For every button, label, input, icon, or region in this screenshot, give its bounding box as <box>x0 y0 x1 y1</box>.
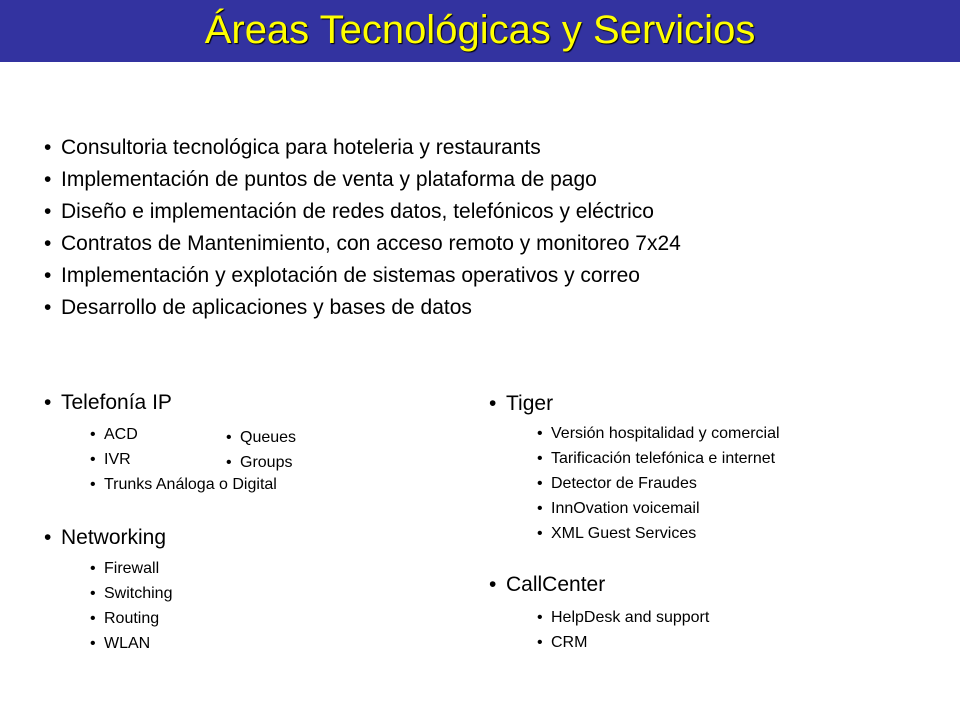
bullet-icon: • <box>44 264 52 287</box>
bullet-icon: • <box>537 425 543 442</box>
bullet-icon: • <box>226 429 232 446</box>
main-bullet-text: Desarrollo de aplicaciones y bases de datos <box>61 296 472 319</box>
list-item-text: Versión hospitalidad y comercial <box>551 425 780 442</box>
main-bullet <box>44 292 681 324</box>
bullet-icon: • <box>537 609 543 626</box>
list-item-text: Detector de Fraudes <box>551 475 697 492</box>
callcenter-title-text: CallCenter <box>506 573 606 596</box>
main-bullet-text: Diseño e implementación de redes datos, telefónicos y eléctrico <box>61 200 654 223</box>
bullet-icon: • <box>90 610 96 627</box>
bullet-icon: • <box>90 476 96 493</box>
list-item-text: InnOvation voicemail <box>551 500 700 517</box>
networking-section <box>44 524 166 552</box>
list-item <box>90 631 172 656</box>
list-item <box>537 446 780 471</box>
telefonia-extra-items <box>226 425 296 475</box>
list-item <box>226 450 296 475</box>
callcenter-section <box>489 571 605 599</box>
list-item-text: XML Guest Services <box>551 525 697 542</box>
bullet-icon: • <box>226 454 232 471</box>
main-bullet <box>44 164 681 196</box>
main-bullet-text: Contratos de Mantenimiento, con acceso remoto y monitoreo 7x24 <box>61 232 681 255</box>
bullet-icon: • <box>537 525 543 542</box>
list-item-text: HelpDesk and support <box>551 609 710 626</box>
main-bullet-text: Implementación y explotación de sistemas operativos y correo <box>61 264 640 287</box>
list-item-text: Routing <box>104 610 160 627</box>
list-item-text: Groups <box>240 454 293 471</box>
list-item-text: ACD <box>104 426 138 443</box>
list-item <box>537 521 780 546</box>
tiger-items <box>537 421 780 546</box>
telefonia-section <box>44 389 172 417</box>
bullet-icon: • <box>90 426 96 443</box>
list-item-text: Switching <box>104 585 173 602</box>
bullet-icon: • <box>44 232 52 255</box>
list-item <box>226 425 296 450</box>
list-item-text: Trunks Análoga o Digital <box>104 476 277 493</box>
bullet-icon: • <box>44 200 52 223</box>
bullet-icon: • <box>537 475 543 492</box>
list-item <box>90 556 172 581</box>
list-item-text: IVR <box>104 451 131 468</box>
bullet-icon: • <box>537 500 543 517</box>
bullet-icon: • <box>44 526 52 549</box>
bullet-icon: • <box>90 560 96 577</box>
tiger-section <box>489 390 553 418</box>
list-item <box>90 472 277 497</box>
list-item-text: Firewall <box>104 560 160 577</box>
list-item <box>537 471 780 496</box>
main-bullet <box>44 228 681 260</box>
list-item <box>90 606 172 631</box>
bullet-icon: • <box>489 573 497 596</box>
bullet-icon: • <box>90 451 96 468</box>
bullet-icon: • <box>537 450 543 467</box>
main-bullet-text: Consultoria tecnológica para hoteleria y restaurants <box>61 136 541 159</box>
list-item <box>90 581 172 606</box>
callcenter-items <box>537 605 709 655</box>
bullet-icon: • <box>44 296 52 319</box>
bullet-icon: • <box>44 391 52 414</box>
networking-items <box>90 556 172 656</box>
main-bullet <box>44 196 681 228</box>
main-bullet-list <box>44 132 681 324</box>
main-bullet-text: Implementación de puntos de venta y plataforma de pago <box>61 168 597 191</box>
bullet-icon: • <box>537 634 543 651</box>
callcenter-title <box>489 571 605 599</box>
tiger-title-text: Tiger <box>506 392 554 415</box>
list-item-text: CRM <box>551 634 588 651</box>
list-item <box>537 496 780 521</box>
list-item <box>537 421 780 446</box>
main-bullet <box>44 260 681 292</box>
bullet-icon: • <box>489 392 497 415</box>
list-item <box>537 605 709 630</box>
list-item-text: Queues <box>240 429 297 446</box>
bullet-icon: • <box>44 136 52 159</box>
list-item-text: Tarificación telefónica e internet <box>551 450 776 467</box>
networking-title <box>44 524 166 552</box>
bullet-icon: • <box>44 168 52 191</box>
list-item <box>537 630 709 655</box>
telefonia-title <box>44 389 172 417</box>
slide-title: Áreas Tecnológicas y Servicios <box>204 8 756 52</box>
list-item-text: WLAN <box>104 635 151 652</box>
bullet-icon: • <box>90 635 96 652</box>
main-bullet <box>44 132 681 164</box>
tiger-title <box>489 390 553 418</box>
networking-title-text: Networking <box>61 526 167 549</box>
bullet-icon: • <box>90 585 96 602</box>
telefonia-title-text: Telefonía IP <box>61 391 172 414</box>
